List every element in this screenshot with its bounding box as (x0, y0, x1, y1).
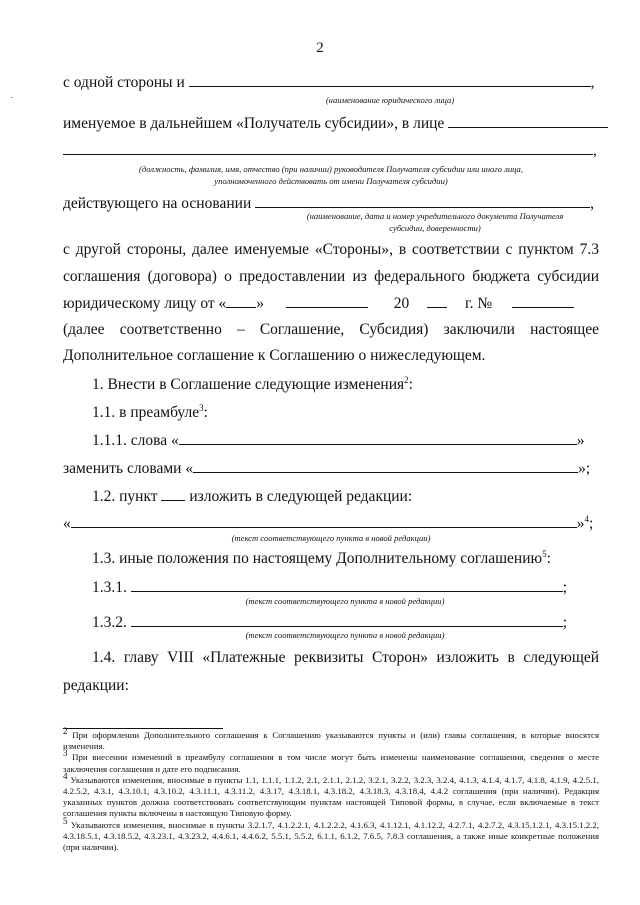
item-1-3-1-text: 1.3.1. (92, 579, 127, 596)
paragraph-line-5: Дополнительное соглашение к Соглашению о нижеследующем. (63, 347, 486, 364)
semicolon: ; (562, 579, 568, 596)
row-one-side (63, 72, 599, 92)
person-note-1: (должность, фамилия, имя, отчество (при наличии) руководителя Получателя субсидии или иного лица, (139, 164, 523, 174)
footnote-ref-5[interactable]: 5 (542, 548, 547, 559)
footnote-number: 5 (63, 815, 68, 826)
text-note-3: (текст соответствующего пункта в новой редакции) (245, 630, 445, 640)
replacement-words-field[interactable] (193, 458, 578, 473)
acting-note-2: субсидии, доверенности) (389, 223, 481, 233)
item-1-2 (92, 486, 592, 506)
footnote-number: 2 (63, 726, 68, 737)
item-1 (92, 375, 592, 394)
page-number: 2 (316, 40, 324, 56)
footnote-ref-3[interactable]: 3 (199, 402, 204, 413)
comma: , (590, 195, 594, 212)
footnote-number: 3 (63, 748, 68, 759)
footnote-ref-2[interactable]: 2 (404, 374, 409, 385)
colon: : (408, 376, 413, 393)
para-3-text: юридическому лицу от « (63, 295, 227, 312)
item-1-3-2 (92, 612, 602, 632)
footnote-5 (63, 815, 599, 854)
legal-entity-name-field[interactable] (189, 72, 591, 87)
new-clause-text-field[interactable] (71, 513, 577, 528)
quote-row (63, 513, 599, 533)
item-1-1-1-text: 1.1.1. слова « (92, 432, 179, 449)
agreement-number-field[interactable] (512, 293, 574, 308)
footnote-ref-4[interactable]: 4 (584, 513, 589, 524)
provision-2-field[interactable] (131, 612, 563, 627)
replace-text: заменить словами « (63, 460, 194, 477)
footnote-text: Указываются изменения, вносимые в пункты 1.1, 1.1.1, 1.1.2, 2.1, 2.1.1, 2.1.2, 3.2.1, 3.2.2, 3.2.3, 3.2.4, 4.1.3, 4.1.4, 4.1.7, 4.1.8, 4.1.9, 4.2.5.1, 4.2.5.2, 4.3.1, 4.3.10.1, 4.3.10.2, 4.3.11.1, 4.3.11.2, 4.3.17, 4.3.18.1, 4.3.18.2, 4.3.18.3, 4.3.18.4, 4.4.2 соглашения (при наличии). Редакция указанных пунктов должна соответствовать соответствующим пунктам настоящей Типовой формы, в случае, если включаемые в текст соглашения пункты включены в настоящую Типовую форму. (63, 774, 600, 819)
text-note-2: (текст соответствующего пункта в новой редакции) (245, 596, 445, 606)
item-1-1-1 (92, 430, 602, 450)
hereinafter-label: именуемое в дальнейшем «Получатель субсидии», в лице (63, 115, 445, 132)
representative-position-field[interactable] (63, 140, 593, 155)
legal-entity-note: (наименование юридического лица) (325, 95, 455, 105)
acting-label: действующего на основании (63, 195, 252, 212)
person-note-2: уполномоченного действовать от имени Получателя субсидии) (214, 176, 448, 186)
item-1-3 (92, 549, 602, 568)
item-1-text: 1. Внести в Соглашение следующие изменения (92, 376, 405, 393)
colon: : (203, 404, 208, 421)
footnote-2 (63, 726, 599, 752)
quote-close: » (576, 515, 585, 532)
comma: , (590, 74, 595, 91)
replace-row (63, 458, 599, 478)
footnote-number: 4 (63, 770, 68, 781)
date-day-field[interactable] (226, 293, 256, 308)
provision-1-field[interactable] (131, 577, 563, 592)
item-1-2-text: 1.2. пункт (92, 488, 158, 505)
footnote-3 (63, 748, 600, 774)
quote-open: « (63, 515, 71, 532)
item-1-3-2-text: 1.3.2. (92, 614, 127, 631)
paragraph-line-1: с другой стороны, далее именуемые «Стороны», в соответствии с пунктом 7.3 (63, 241, 599, 258)
footnotes (63, 726, 600, 853)
basis-document-field[interactable] (255, 193, 590, 208)
quote-close: » (256, 295, 265, 312)
paragraph-line-3 (63, 293, 599, 313)
date-month-field[interactable] (286, 293, 368, 308)
footnote-separator (63, 728, 223, 729)
comma: , (593, 142, 597, 159)
one-side-label: с одной стороны и (63, 74, 185, 91)
date-year-field[interactable] (427, 293, 447, 308)
item-1-3-1 (92, 577, 602, 597)
paragraph-line-2: соглашения (договора) о предоставлении из федерального бюджета субсидии (63, 268, 599, 285)
margin-mark: - (10, 92, 14, 103)
item-1-3-text: 1.3. иные положения по настоящему Дополнительному соглашению (92, 550, 543, 567)
semicolon: ; (589, 515, 594, 532)
row-hereinafter (63, 113, 599, 133)
colon: : (546, 550, 551, 567)
number-label: г. № (465, 295, 493, 312)
row-acting (63, 193, 599, 213)
footnote-text: Указываются изменения, вносимые в пункты 3.2.1.7, 4.1.2.2.1, 4.1.2.2.2, 4.1.6.3, 4.1.12.1, 4.1.12.2, 4.2.7.1, 4.2.7.2, 4.3.15.1.2.1, 4.3.15.1.2.2, 4.3.18.5.1, 4.3.18.5.2, 4.3.23.1, 4.3.23.2, 4.4.6.1, 4.4.6.2, 5.5.1, 5.5.2, 6.1.1, 6.1.2, 7.6.5, 7.8.3 соглашения, а также иные конкретные положения (при наличии). (63, 819, 599, 853)
year-prefix: 20 (393, 295, 410, 312)
acting-note-1: (наименование, дата и номер учредительного документа Получателя (306, 211, 564, 221)
quote-close: » (576, 432, 585, 449)
row-person (63, 140, 599, 160)
item-1-2-tail: изложить в следующей редакции: (189, 488, 413, 505)
footnote-4 (63, 770, 600, 820)
representative-field[interactable] (448, 113, 608, 128)
words-field[interactable] (179, 430, 577, 445)
footnote-text: При оформлении Дополнительного соглашения к Соглашению указываются пункты и (или) главы соглашения, в которые вносятся изменения. (63, 730, 599, 752)
semicolon: ; (562, 614, 568, 631)
item-1-4-end: редакции: (63, 677, 129, 694)
text-note: (текст соответствующего пункта в новой редакции) (231, 533, 431, 543)
item-1-4: 1.4. главу VIII «Платежные реквизиты Сторон» изложить в следующей (92, 649, 599, 666)
clause-number-field[interactable] (161, 486, 185, 501)
footnote-text: При внесении изменений в преамбулу соглашения в том числе могут быть изменены наименование соглашения, сведения о месте заключения соглашения и дате его подписания. (63, 752, 600, 774)
item-1-1 (92, 403, 592, 422)
paragraph-line-4: (далее соответственно – Соглашение, Субсидия) заключили настоящее (63, 321, 599, 338)
quote-close: »; (578, 460, 591, 477)
item-1-1-text: 1.1. в преамбуле (92, 404, 200, 421)
